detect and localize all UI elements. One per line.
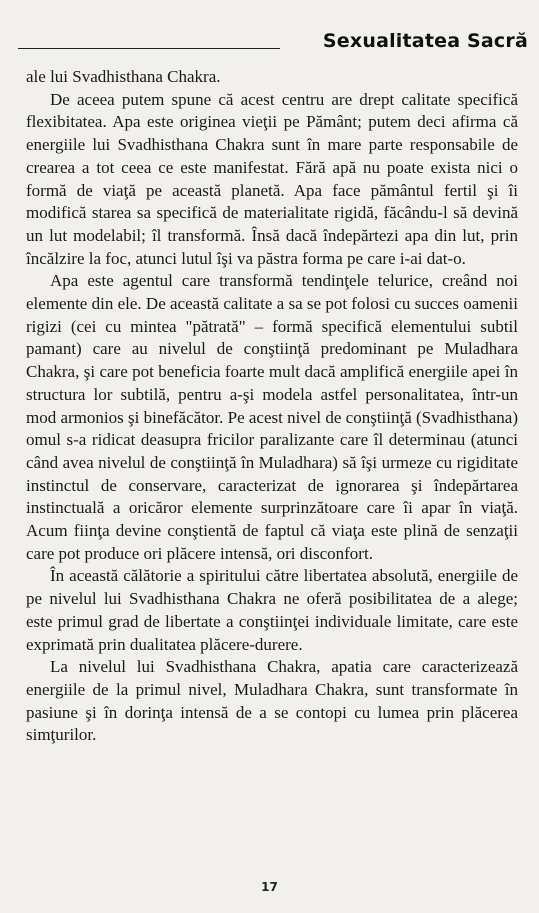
body-text [26,66,518,747]
header-title: Sexualitatea Sacră [322,30,528,52]
running-header [18,30,528,58]
header-rule [18,48,280,49]
paragraph-continuation: ale lui Svadhisthana Chakra. [26,67,221,86]
page-number: 17 [261,880,278,894]
paragraph: În această călătorie a spiritului către libertatea absolută, energiile de pe nivelul lui Svadhisthana Chakra ne oferă posibilitatea de a alege; este primul grad de libertate a conştiinţei individuale limitate, care este exprimată prin dualitatea plăcere-durere. [26,566,518,654]
paragraph: Apa este agentul care transformă tendinţele telurice, creând noi elemente din ele. De această calitate a sa se pot folosi cu succes oamenii rigizi (cei cu mintea "pătrată" – formă specifică elementului subtil pamant) care au nivelul de conştiinţă predominant pe Muladhara Chakra, şi care pot beneficia foarte mult dacă amplifică energiile apei în structura lor subtilă, pentru a-şi modela astfel personalitatea, într-un mod armonios şi binefăcător. Pe acest nivel de conştiinţă (Svadhisthana) omul s-a ridicat deasupra fricilor paralizante care îl determinau (atunci când avea nivelul de conştiinţă în Muladhara) să îşi urmeze cu rigiditate instinctul de conservare, caracterizat de ignorarea şi îndepărtarea instinctuală a oricăror elemente surprinzătoare care îi apar în viaţă. Acum fiinţa devine conştientă de faptul că viaţa este plină de senzaţii care pot produce ori plăcere intensă, ori disconfort. [26,271,518,563]
paragraph: De aceea putem spune că acest centru are drept calitate specifică flexibitatea. Apa este originea vieţii pe Pământ; putem deci afirma că energiile lui Svadhisthana Chakra sunt în mare parte responsabile de crearea a tot ceea ce este manifestat. Fără apă nu poate exista nici o formă de viaţă pe această planetă. Apa face pământul fertil şi îi modifică starea sa specifică de materialitate rigidă, făcându-l să devină un lut modelabil; îl transformă. Însă dacă îndepărtezi apa din lut, prin încălzire la foc, atunci lutul îşi va păstra forma pe care i-ai dat-o. [26,89,518,268]
paragraph: La nivelul lui Svadhisthana Chakra, apatia care caracterizează energiile de la primul nivel, Muladhara Chakra, sunt transformate în pasiune şi în dorinţa intensă de a se contopi cu lumea prin plăcerea simţurilor. [26,657,518,745]
